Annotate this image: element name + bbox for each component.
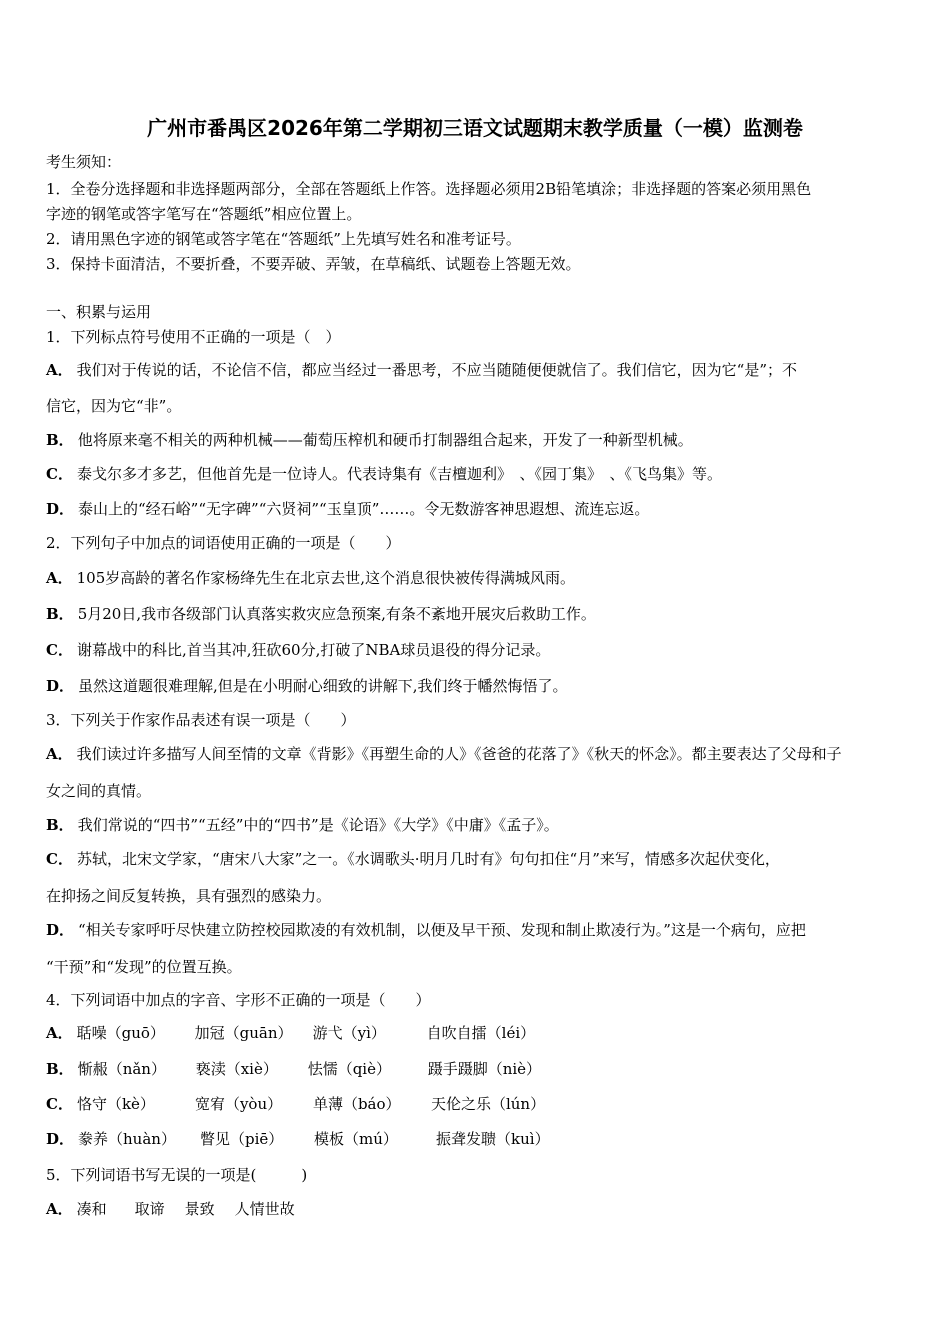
option-text: 5月20日,我市各级部门认真落实救灾应急预案,有条不紊地开展灾后救助工作。 bbox=[77, 605, 596, 623]
q4-option-b bbox=[46, 1060, 541, 1078]
notice-item-3: 3．保持卡面清洁，不要折叠，不要弄破、弄皱，在草稿纸、试题卷上答题无效。 bbox=[46, 255, 581, 273]
notice-heading: 考生须知： bbox=[46, 153, 122, 171]
q4-option-a bbox=[46, 1024, 535, 1042]
q5-option-a bbox=[46, 1200, 295, 1218]
word-item: 亵渎（xiè） bbox=[195, 1060, 278, 1078]
q2-option-d bbox=[46, 677, 568, 695]
word-item: 景致 bbox=[184, 1200, 215, 1218]
q3-option-b bbox=[46, 816, 559, 834]
q1-option-a bbox=[46, 361, 797, 379]
option-label: A． bbox=[46, 569, 73, 587]
option-label: D． bbox=[46, 677, 75, 695]
option-text: 泰戈尔多才多艺，但他首先是一位诗人。代表诗集有《吉檀迦利》 、《园丁集》 、《飞鸟集》等。 bbox=[76, 465, 722, 483]
option-text: 105岁高龄的著名作家杨绛先生在北京去世,这个消息很快被传得满城风雨。 bbox=[76, 569, 576, 587]
word-item: 游弋（yì） bbox=[312, 1024, 386, 1042]
option-text: 苏轼，北宋文学家，“唐宋八大家”之一。《水调歌头·明月几时有》句句扣住“月”来写，情感多次起伏变化， bbox=[76, 850, 780, 868]
option-text: 我们对于传说的话，不论信不信，都应当经过一番思考，不应当随随便便就信了。我们信它，因为它“是”；不 bbox=[76, 361, 797, 379]
q1-option-a-cont: 信它，因为它“非”。 bbox=[46, 397, 182, 415]
word-item: 加冠（guān） bbox=[194, 1024, 293, 1042]
word-item: 人情世故 bbox=[234, 1200, 295, 1218]
word-item: 自吹自擂（léi） bbox=[426, 1024, 536, 1042]
q1-option-b bbox=[46, 431, 693, 449]
option-label: D． bbox=[46, 1130, 75, 1148]
q1-option-d bbox=[46, 500, 649, 518]
notice-item-2: 2．请用黑色字迹的钢笔或答字笔在“答题纸”上先填写姓名和准考证号。 bbox=[46, 230, 521, 248]
option-label: C． bbox=[46, 465, 73, 483]
question-2-stem: 2．下列句子中加点的词语使用正确的一项是（ ） bbox=[46, 534, 401, 552]
question-3-stem: 3．下列关于作家作品表述有误一项是（ ） bbox=[46, 711, 356, 729]
word-item: 振聋发聩（kuì） bbox=[436, 1130, 550, 1148]
option-label: B． bbox=[46, 431, 74, 449]
q3-option-d bbox=[46, 921, 806, 939]
option-label: C． bbox=[46, 850, 73, 868]
word-item: 豢养（huàn） bbox=[78, 1130, 176, 1148]
option-label: C． bbox=[46, 641, 73, 659]
option-text: “相关专家呼吁尽快建立防控校园欺凌的有效机制，以便及早干预、发现和制止欺凌行为。”这是一个病句，应把 bbox=[78, 921, 806, 939]
q3-option-c bbox=[46, 850, 780, 868]
word-item: 宽宥（yòu） bbox=[194, 1095, 283, 1113]
q4-option-c bbox=[46, 1095, 545, 1113]
word-item: 单薄（báo） bbox=[312, 1095, 401, 1113]
notice-item-1: 1．全卷分选择题和非选择题两部分，全部在答题纸上作答。选择题必须用2B铅笔填涂；非选择题的答案必须用黑色 bbox=[46, 180, 812, 198]
word-item: 凑和 bbox=[76, 1200, 107, 1218]
q2-option-b bbox=[46, 605, 596, 623]
question-5-stem: 5．下列词语书写无误的一项是( ) bbox=[46, 1166, 308, 1184]
q2-option-c bbox=[46, 641, 550, 659]
option-label: A． bbox=[46, 1200, 73, 1218]
question-4-stem: 4．下列词语中加点的字音、字形不正确的一项是（ ） bbox=[46, 991, 431, 1009]
option-label: B． bbox=[46, 816, 74, 834]
q2-option-a bbox=[46, 569, 575, 587]
option-text: 我们常说的“四书”“五经”中的“四书”是《论语》《大学》《中庸》《孟子》。 bbox=[77, 816, 559, 834]
option-text: 谢幕战中的科比,首当其冲,狂砍60分,打破了NBA球员退役的得分记录。 bbox=[76, 641, 551, 659]
option-label: A． bbox=[46, 1024, 73, 1042]
word-item: 聒噪（guō） bbox=[76, 1024, 165, 1042]
word-item: 天伦之乐（lún） bbox=[430, 1095, 546, 1113]
q1-option-c bbox=[46, 465, 722, 483]
q3-option-a bbox=[46, 745, 842, 763]
word-item: 模板（mú） bbox=[314, 1130, 398, 1148]
option-label: D． bbox=[46, 921, 75, 939]
q3-option-a-cont: 女之间的真情。 bbox=[46, 782, 152, 800]
q3-option-d-cont: “干预”和“发现”的位置互换。 bbox=[46, 958, 242, 976]
word-item: 怯懦（qiè） bbox=[307, 1060, 391, 1078]
option-text: 我们读过许多描写人间至情的文章《背影》《再塑生命的人》《爸爸的花落了》《秋天的怀念》。都主要表达了父母和子 bbox=[76, 745, 842, 763]
word-item: 蹑手蹑脚（niè） bbox=[427, 1060, 542, 1078]
option-label: B． bbox=[46, 605, 74, 623]
option-text: 泰山上的“经石峪”“无字碑”“六贤祠”“玉皇顶”……。令无数游客神思遐想、流连忘返。 bbox=[78, 500, 650, 518]
option-label: B． bbox=[46, 1060, 74, 1078]
option-label: D． bbox=[46, 500, 75, 518]
notice-item-1-cont: 字迹的钢笔或答字笔写在“答题纸”相应位置上。 bbox=[46, 205, 362, 223]
page-title: 广州市番禺区2026年第二学期初三语文试题期末教学质量（一模）监测卷 bbox=[147, 116, 803, 140]
option-label: A． bbox=[46, 361, 73, 379]
option-text: 他将原来毫不相关的两种机械——葡萄压榨机和硬币打制器组合起来，开发了一种新型机械。 bbox=[77, 431, 693, 449]
option-label: C． bbox=[46, 1095, 73, 1113]
q3-option-c-cont: 在抑扬之间反复转换，具有强烈的感染力。 bbox=[46, 887, 332, 905]
option-text: 虽然这道题很难理解,但是在小明耐心细致的讲解下,我们终于幡然悔悟了。 bbox=[78, 677, 568, 695]
q4-option-d bbox=[46, 1130, 550, 1148]
option-label: A． bbox=[46, 745, 73, 763]
question-1-stem: 1．下列标点符号使用不正确的一项是（ ） bbox=[46, 328, 341, 346]
word-item: 惭赧（nǎn） bbox=[77, 1060, 166, 1078]
word-item: 取谛 bbox=[134, 1200, 165, 1218]
section-heading: 一、积累与运用 bbox=[46, 303, 152, 321]
word-item: 瞥见（piē） bbox=[200, 1130, 284, 1148]
word-item: 恪守（kè） bbox=[76, 1095, 155, 1113]
